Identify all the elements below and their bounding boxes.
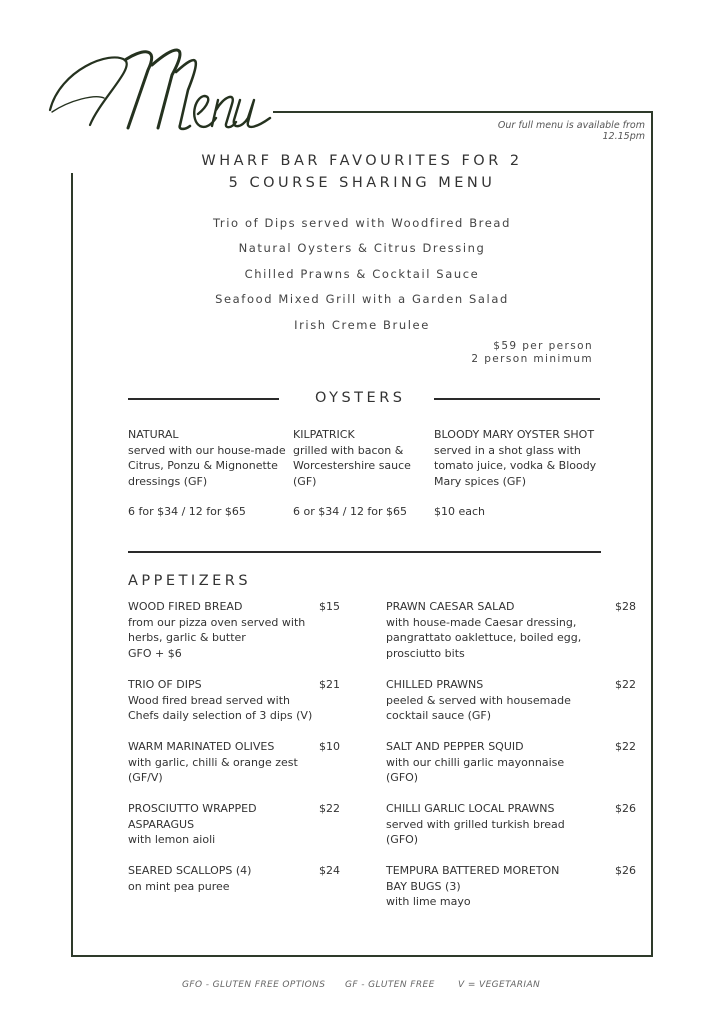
footer-gf-legend: GF - GLUTEN FREE [345, 980, 435, 990]
oyster-name: BLOODY MARY OYSTER SHOT [434, 428, 595, 441]
oyster-desc: grilled with bacon & [293, 443, 404, 457]
appetizer-name: TRIO OF DIPS [128, 678, 202, 691]
appetizer-price: $24 [319, 864, 340, 877]
course-item: Natural Oysters & Citrus Dressing [238, 241, 486, 255]
oyster-desc: Citrus, Ponzu & Mignonette [128, 459, 278, 472]
appetizer-item [128, 599, 318, 661]
appetizer-item [386, 863, 606, 910]
appetizer-name: WARM MARINATED OLIVES [128, 740, 275, 753]
oysters-rule-right [434, 398, 600, 400]
oyster-desc: Worcestershire sauce [293, 459, 411, 472]
appetizer-name: TEMPURA BATTERED MORETON [386, 864, 560, 877]
full-menu-note: Our full menu is available from 12.15pm [497, 120, 645, 142]
appetizer-item [128, 801, 318, 848]
course-item: Irish Creme Brulee [294, 318, 430, 332]
appetizer-desc: GFO + $6 [128, 646, 182, 660]
appetizer-price: $28 [615, 600, 636, 613]
appetizer-item [128, 863, 318, 894]
appetizer-desc: Wood fired bread served with [128, 693, 290, 707]
oyster-name: KILPATRICK [293, 428, 355, 441]
appetizer-name: WOOD FIRED BREAD [128, 600, 243, 613]
oyster-price: $10 each [434, 505, 486, 518]
appetizer-item [386, 801, 606, 848]
appetizer-price: $22 [615, 740, 636, 753]
appetizer-name: SEARED SCALLOPS (4) [128, 864, 252, 877]
appetizer-item [386, 739, 606, 786]
appetizer-name: PROSCIUTTO WRAPPED [128, 802, 257, 815]
appetizer-desc: with garlic, chilli & orange zest [128, 755, 298, 769]
appetizer-price: $22 [319, 802, 340, 815]
appetizer-name: CHILLED PRAWNS [386, 678, 484, 691]
appetizer-price: $10 [319, 740, 340, 753]
oyster-price: 6 or $34 / 12 for $65 [293, 505, 408, 518]
oyster-desc: dressings (GF) [128, 474, 208, 488]
appetizer-name: BAY BUGS (3) [386, 879, 461, 893]
appetizer-desc: prosciutto bits [386, 646, 465, 660]
sharing-heading-1: WHARF BAR FAVOURITES FOR 2 [201, 153, 523, 169]
frame-top-line [273, 111, 653, 113]
appetizer-name: ASPARAGUS [128, 817, 195, 831]
appetizers-title: APPETIZERS [128, 573, 252, 589]
appetizer-name: CHILLI GARLIC LOCAL PRAWNS [386, 802, 555, 815]
appetizer-desc: Chefs daily selection of 3 dips (V) [128, 709, 313, 722]
appetizer-desc: (GF/V) [128, 771, 163, 784]
appetizers-divider [128, 551, 601, 553]
oyster-price: 6 for $34 / 12 for $65 [128, 505, 246, 518]
appetizer-item [386, 599, 606, 661]
appetizer-name: PRAWN CAESAR SALAD [386, 600, 515, 613]
appetizer-item [128, 739, 318, 786]
appetizer-desc: herbs, garlic & butter [128, 631, 246, 644]
oysters-rule-left [128, 398, 279, 400]
appetizer-desc: cocktail sauce (GF) [386, 709, 492, 722]
appetizer-price: $22 [615, 678, 636, 691]
sharing-minimum: 2 person minimum [471, 353, 593, 365]
appetizer-desc: with lemon aioli [128, 833, 216, 846]
sharing-price: $59 per person [493, 340, 593, 352]
oyster-item-kilpatrick [293, 427, 433, 489]
appetizer-price: $26 [615, 802, 636, 815]
appetizer-desc: with house-made Caesar dressing, [386, 615, 577, 629]
footer-gfo-legend: GFO - GLUTEN FREE OPTIONS [182, 980, 326, 990]
frame-bottom-line [71, 955, 653, 957]
appetizer-desc: (GFO) [386, 771, 419, 784]
oyster-desc: (GF) [293, 474, 317, 488]
appetizer-desc: with our chilli garlic mayonnaise [386, 755, 565, 769]
oyster-desc: served with our house-made [128, 443, 286, 457]
appetizer-price: $26 [615, 864, 636, 877]
appetizer-desc: (GFO) [386, 833, 419, 846]
appetizer-name: SALT AND PEPPER SQUID [386, 740, 524, 753]
oyster-item-bloody-mary [434, 427, 614, 489]
appetizer-desc: with lime mayo [386, 895, 471, 908]
menu-script-title [40, 30, 280, 140]
frame-left-line [71, 173, 73, 957]
oyster-desc: Mary spices (GF) [434, 474, 527, 488]
appetizer-desc: from our pizza oven served with [128, 615, 306, 629]
course-item: Chilled Prawns & Cocktail Sauce [244, 267, 480, 281]
sharing-heading-2: 5 COURSE SHARING MENU [228, 175, 496, 191]
oysters-title: OYSTERS [315, 390, 406, 406]
appetizer-item [128, 677, 328, 724]
oyster-desc: served in a shot glass with [434, 443, 581, 457]
appetizer-item [386, 677, 606, 724]
course-item: Seafood Mixed Grill with a Garden Salad [215, 292, 509, 306]
course-item: Trio of Dips served with Woodfired Bread [213, 216, 511, 230]
appetizer-desc: pangrattato oaklettuce, boiled egg, [386, 631, 582, 644]
appetizer-price: $21 [319, 678, 340, 691]
appetizer-desc: served with grilled turkish bread [386, 817, 565, 831]
appetizer-price: $15 [319, 600, 340, 613]
footer-v-legend: V = VEGETARIAN [458, 980, 541, 990]
oyster-desc: tomato juice, vodka & Bloody [434, 459, 597, 472]
oyster-item-natural [128, 427, 288, 489]
oyster-name: NATURAL [128, 428, 179, 441]
frame-right-line [651, 111, 653, 957]
appetizer-desc: on mint pea puree [128, 879, 230, 893]
appetizer-desc: peeled & served with housemade [386, 693, 571, 707]
